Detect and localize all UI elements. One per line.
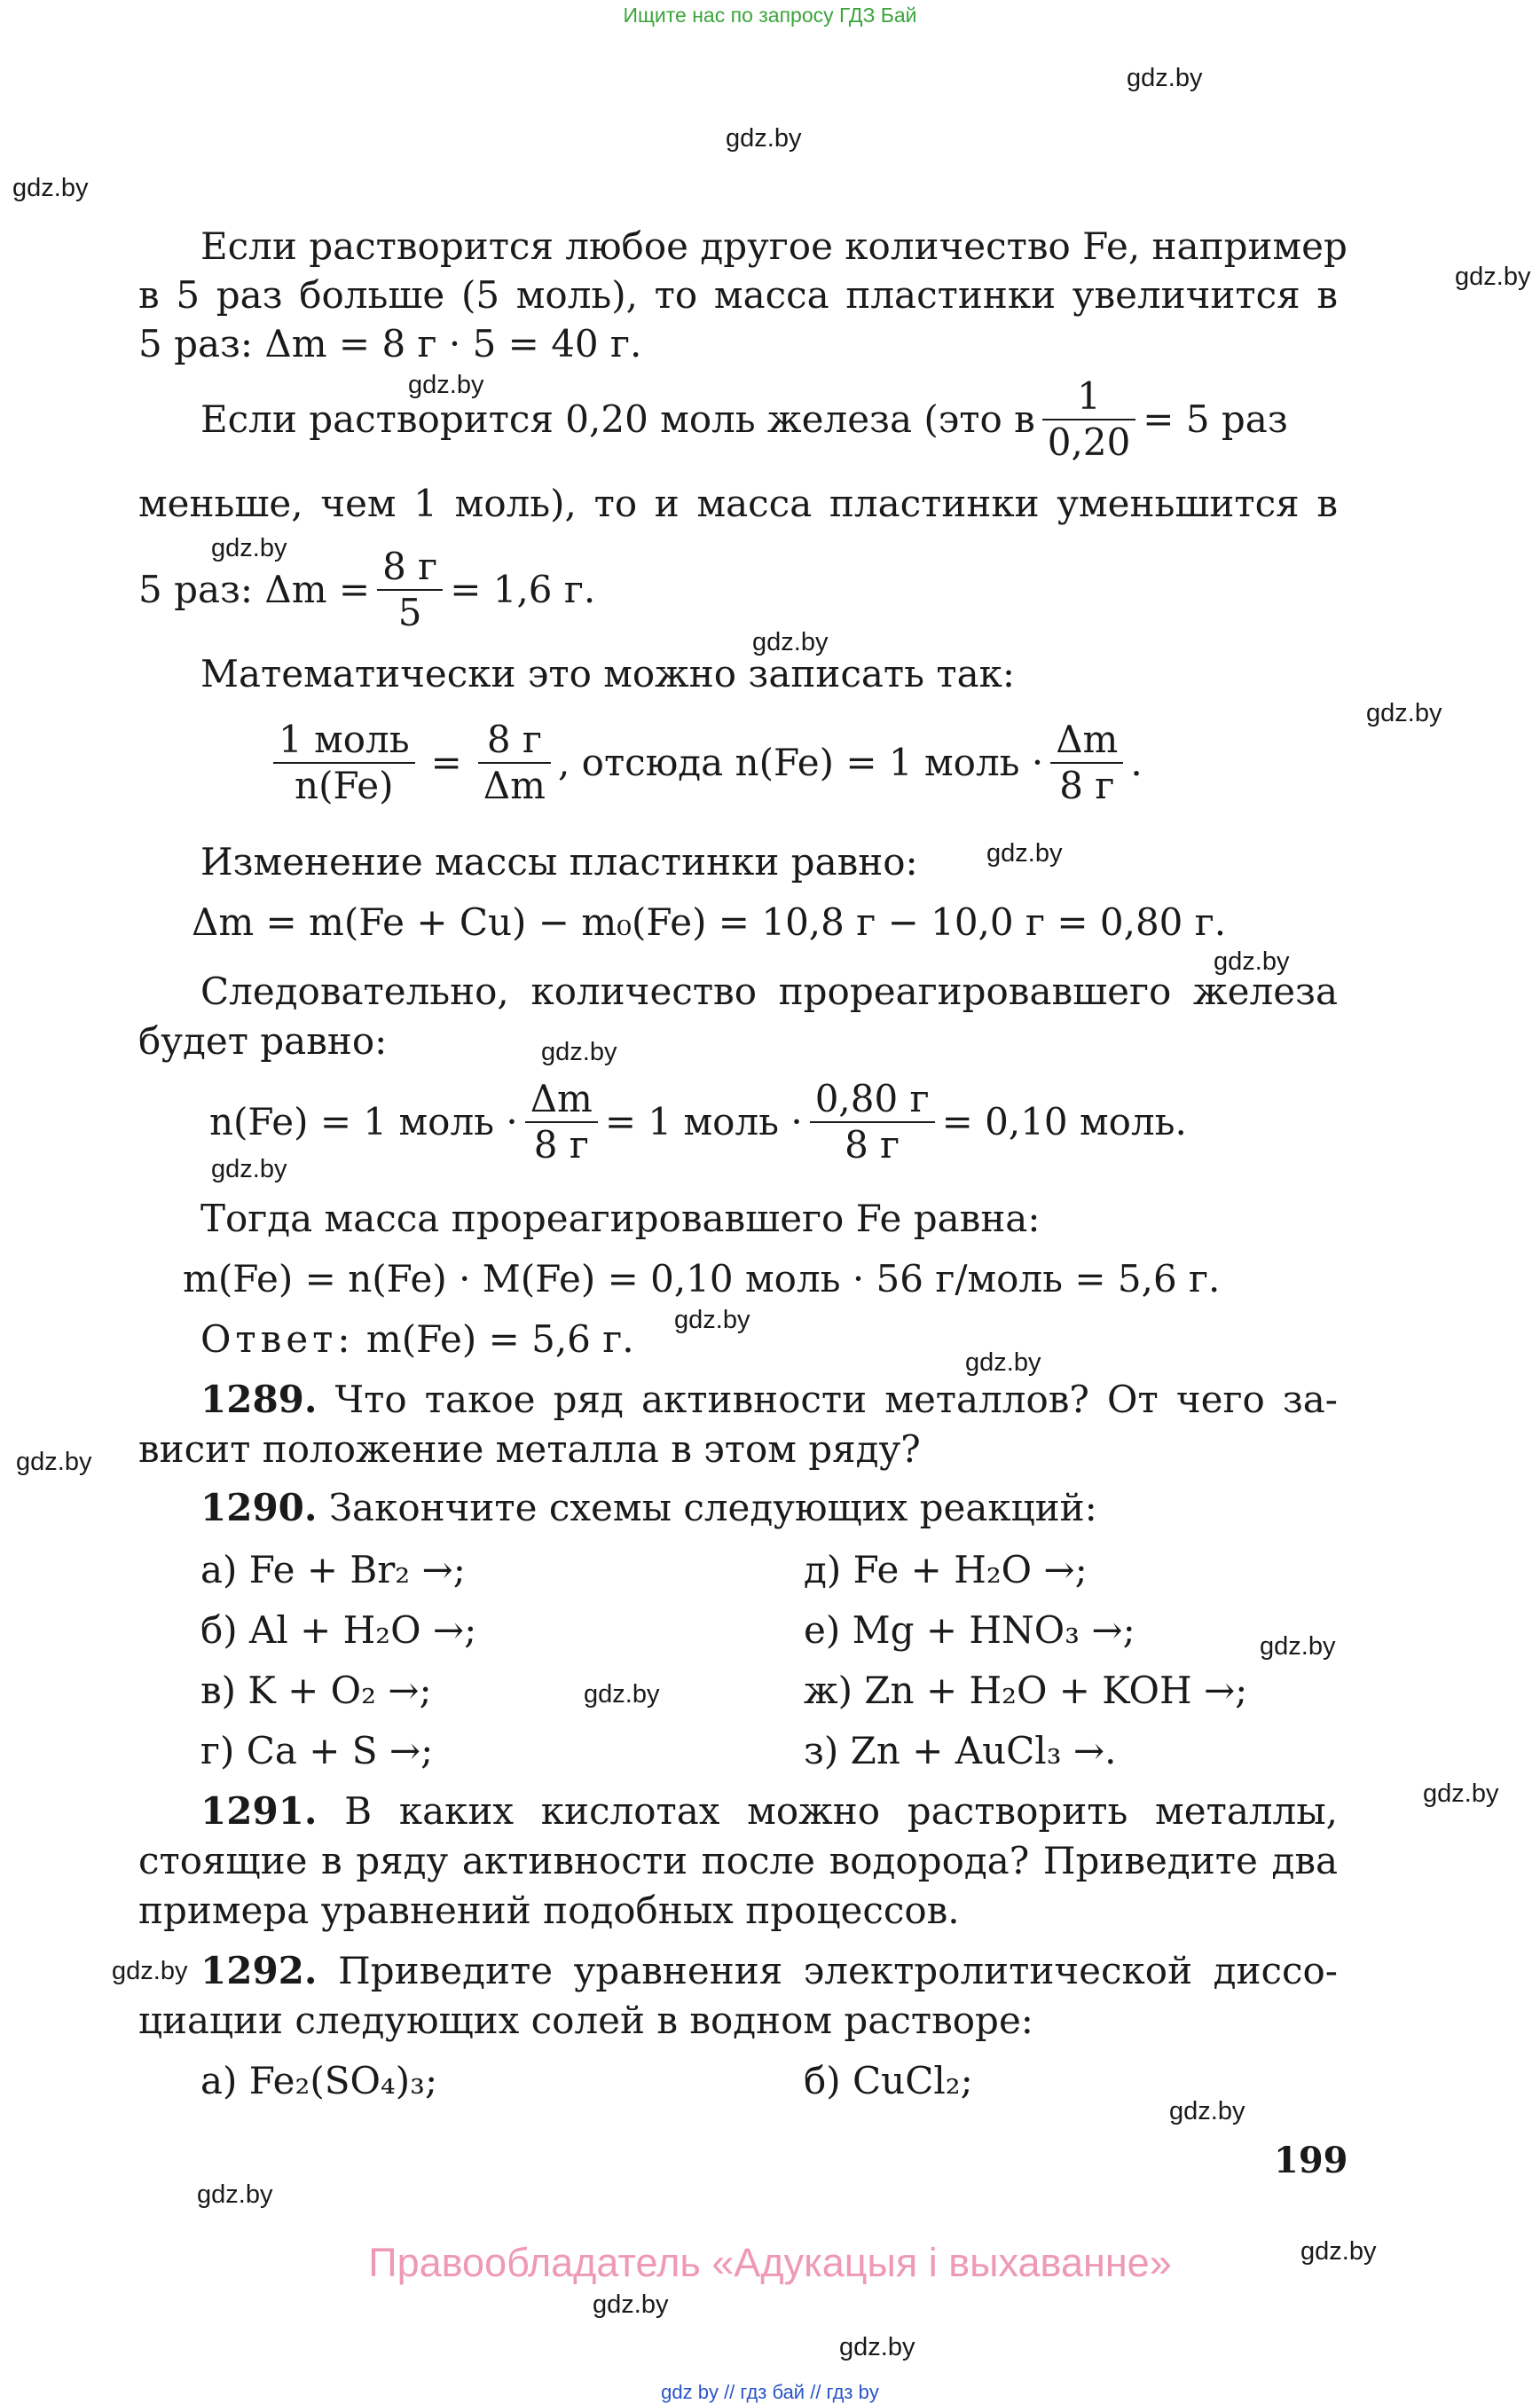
reaction-v: в) K + O₂ →; [200,1669,432,1712]
question-number: 1291. [200,1789,318,1833]
watermark: gdz.by [839,2333,915,2361]
fraction-8g-over-5 [377,545,443,635]
frac-denominator: Δm [483,764,546,807]
p5-line1: Следовательно, количество прореагировавшего железа [200,970,1338,1013]
p5-eq-a: n(Fe) = 1 моль · [209,1100,518,1143]
question-number: 1292. [200,1949,318,1992]
watermark: gdz.by [726,124,802,153]
p6-equation: m(Fe) = n(Fe) · M(Fe) = 0,10 моль · 56 г/моль = 5,6 г. [183,1257,1221,1300]
watermark: gdz.by [408,371,484,399]
reaction-d: д) Fe + H₂O →; [804,1548,1088,1591]
reaction-b: б) Al + H₂O →; [200,1608,477,1652]
watermark: gdz.by [12,174,89,202]
p6-intro: Тогда масса прореагировавшего Fe равна: [200,1197,1041,1240]
p2-l3-b: = 1,6 г. [450,568,596,611]
watermark: gdz.by [1300,2237,1377,2266]
watermark: gdz.by [1260,1632,1336,1661]
watermark: gdz.by [1127,64,1203,92]
watermark: gdz.by [1366,699,1442,727]
eq-sign: = [430,741,462,784]
top-banner[interactable]: Ищите нас по запросу ГДЗ Бай [623,4,917,27]
frac-numerator: 1 моль [273,718,415,764]
p2-text-a: Если растворится 0,20 моль железа (это в [200,397,1035,441]
frac-numerator: 8 г [377,545,443,591]
watermark: gdz.by [593,2290,669,2319]
reaction-e: е) Mg + HNO₃ →; [804,1608,1135,1652]
p2-line2: меньше, чем 1 моль), то и масса пластинки уменьшится в [138,482,1338,525]
question-text: Что такое ряд активности металлов? От чего за- [334,1378,1339,1421]
frac-denominator: 8 г [1059,764,1115,807]
p3-end: . [1130,741,1143,784]
question-1292-line2: циации следующих солей в водном растворе: [138,1999,1033,2042]
fraction-dm-over-8g [525,1077,598,1167]
p3-equation [266,710,1143,816]
frac-numerator: 1 [1042,374,1136,420]
question-text: Закончите схемы следующих реакций: [328,1486,1097,1529]
p1-line3: 5 раз: Δm = 8 г · 5 = 40 г. [138,322,642,365]
reaction-z: з) Zn + AuCl₃ →. [804,1729,1117,1772]
p5-line2: будет равно: [138,1019,388,1063]
bottom-links[interactable]: gdz by // гдз бай // гдз by [661,2381,879,2403]
question-1290 [200,1483,1097,1533]
watermark: gdz.by [1423,1779,1499,1808]
answer-value: m(Fe) = 5,6 г. [365,1317,634,1361]
p2-l3-a: 5 раз: Δm = [138,568,371,611]
copyright-holder: Правообладатель «Адукацыя і выхаванне» [368,2240,1172,2285]
frac-numerator: 8 г [478,718,551,764]
p3-mid: , отсюда n(Fe) = 1 моль · [557,741,1044,784]
question-1291-line3: примера уравнений подобных процессов. [138,1889,960,1932]
question-1291-line1 [200,1787,1338,1836]
watermark: gdz.by [541,1038,617,1066]
fraction-8g-over-dm [478,718,551,808]
watermark: gdz.by [112,1957,188,1985]
answer-label: Ответ: [200,1317,355,1361]
watermark: gdz.by [965,1348,1041,1377]
question-number: 1290. [200,1486,318,1529]
watermark: gdz.by [211,534,287,562]
p6-answer [200,1315,634,1364]
p2-line3 [138,541,595,639]
frac-denominator: n(Fe) [295,764,394,807]
p3-intro: Математически это можно записать так: [200,652,1016,695]
salt-b: б) CuCl₂; [804,2059,973,2102]
frac-denominator: 8 г [533,1123,589,1167]
question-text: Приведите уравнения электролитической диссо- [338,1949,1338,1992]
page-number: 199 [1274,2140,1348,2181]
fraction-080g-over-8g [810,1077,935,1167]
question-1292-line1 [200,1946,1338,1996]
question-text: В каких кислотах можно растворить металлы, [344,1789,1338,1833]
p2-line1 [200,371,1288,468]
watermark: gdz.by [16,1448,92,1476]
watermark: gdz.by [197,2180,273,2209]
question-1289-line2: висит положение металла в этом ряду? [138,1427,921,1471]
question-1291-line2: стоящие в ряду активности после водорода? Приведите два [138,1839,1338,1882]
p1-line2: в 5 раз больше (5 моль), то масса пластинки увеличится в [138,273,1338,317]
reaction-a: а) Fe + Br₂ →; [200,1548,466,1591]
fraction-1-over-020 [1042,374,1136,465]
reaction-g: г) Ca + S →; [200,1729,434,1772]
p5-eq-c: = 0,10 моль. [941,1100,1187,1143]
watermark: gdz.by [1455,263,1531,291]
question-1289-line1 [200,1375,1338,1425]
frac-numerator: Δm [525,1077,598,1123]
question-number: 1289. [200,1378,318,1421]
frac-denominator: 5 [397,591,422,634]
watermark: gdz.by [986,839,1063,868]
frac-numerator: Δm [1050,718,1123,764]
watermark: gdz.by [211,1155,287,1183]
frac-numerator: 0,80 г [810,1077,935,1123]
fraction-dm-over-8g [1050,718,1123,808]
p5-equation [209,1069,1187,1175]
reaction-zh: ж) Zn + H₂O + KOH →; [804,1669,1248,1712]
watermark: gdz.by [674,1306,750,1334]
frac-denominator: 8 г [845,1123,900,1167]
watermark: gdz.by [584,1680,660,1709]
watermark: gdz.by [1169,2097,1245,2125]
p4-intro: Изменение массы пластинки равно: [200,840,918,884]
p1-line1: Если растворится любое другое количество Fe, например [200,224,1348,268]
salt-a: а) Fe₂(SO₄)₃; [200,2059,438,2102]
watermark: gdz.by [1214,947,1290,976]
p2-text-b: = 5 раз [1143,397,1288,441]
fraction-mol-over-nFe [273,718,415,808]
p4-equation: Δm = m(Fe + Cu) − m₀(Fe) = 10,8 г − 10,0 г = 0,80 г. [192,900,1227,944]
frac-denominator: 0,20 [1047,420,1131,464]
p5-eq-b: = 1 моль · [604,1100,803,1143]
watermark: gdz.by [752,628,829,656]
